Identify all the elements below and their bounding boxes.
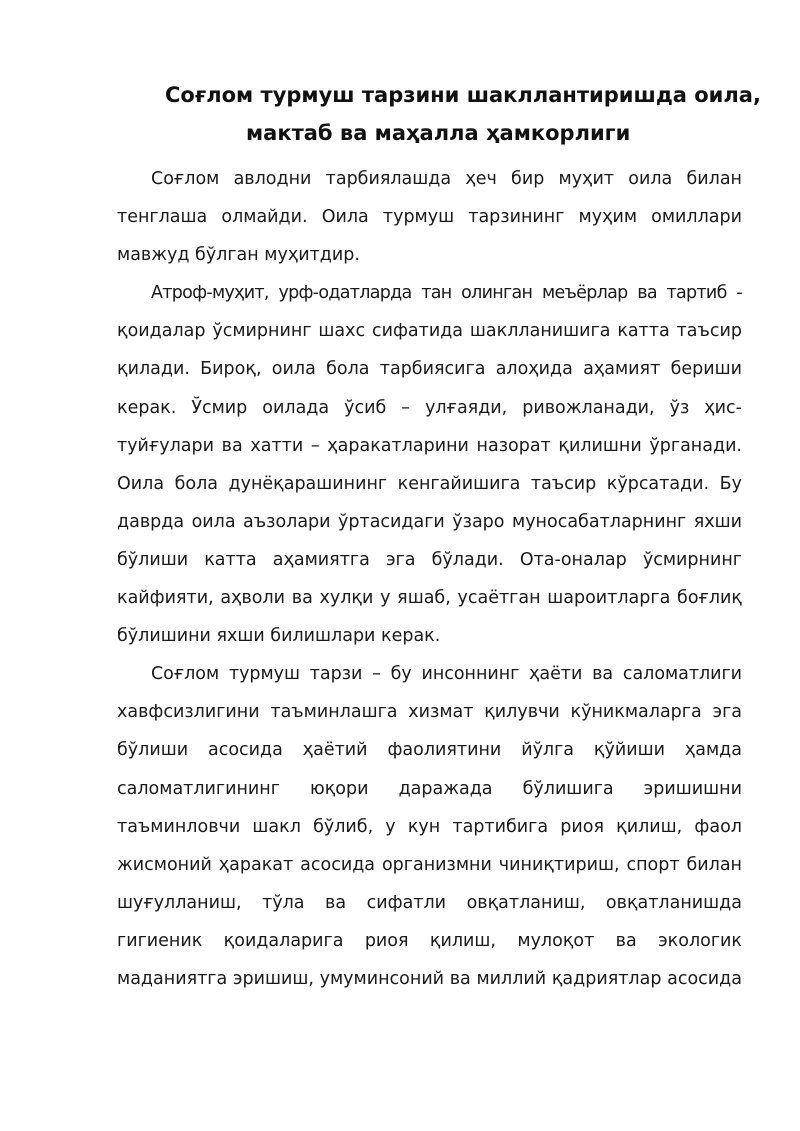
paragraph-line: керак. Ўсмир оилада ўсиб – улғаяди, ривожланади, ўз ҳис- [117, 397, 742, 418]
paragraph-line: бўлиши катта аҳамиятга эга бўлади. Ота-оналар ўсмирнинг [117, 549, 742, 570]
document-title-line-2: мактаб ва маҳалла ҳамкорлиги [246, 121, 631, 145]
paragraph-3 [117, 655, 742, 998]
paragraph-line: Оила бола дунёқарашининг кенгайишига таъсир кўрсатади. Бу [117, 473, 742, 494]
paragraph-line: даврда оила аъзолари ўртасидаги ўзаро муносабатларнинг яхши [117, 511, 742, 532]
paragraph-line: Атроф-муҳит, урф-одатларда тан олинган меъёрлар ва тартиб - [151, 283, 742, 304]
paragraph-line: гигиеник қоидаларига риоя қилиш, мулоқот ва экологик [117, 930, 742, 951]
paragraph-line: жисмоний ҳаракат асосида организмни чиниқтириш, спорт билан [117, 854, 742, 875]
paragraph-line: кайфияти, аҳволи ва хулқи у яшаб, усаётган шароитларга боғлиқ [117, 588, 742, 609]
paragraph-line: саломатлигининг юқори даражада бўлишига эришишни [117, 778, 742, 799]
document-body [117, 160, 742, 998]
paragraph-line: бўлиши асосида ҳаётий фаолиятини йўлга қўйиши ҳамда [117, 740, 742, 761]
paragraph-line: мавжуд бўлган муҳитдир. [117, 245, 360, 266]
document-title-line-1: Соғлом турмуш тарзини шакллантиришда оила, [165, 83, 761, 107]
paragraph-line: қоидалар ўсмирнинг шахс сифатида шаклланишига катта таъсир [117, 321, 742, 342]
paragraph-line: Соғлом авлодни тарбиялашда ҳеч бир муҳит оила билан [151, 169, 742, 189]
paragraph-line: Соғлом турмуш тарзи – бу инсоннинг ҳаёти ва саломатлиги [151, 664, 742, 685]
paragraph-line: маданиятга эришиш, умуминсоний ва миллий қадриятлар асосида [117, 968, 742, 989]
paragraph-line: хавфсизлигини таъминлашга хизмат қилувчи кўникмаларга эга [117, 702, 742, 723]
paragraph-2 [117, 274, 742, 655]
paragraph-line: таъминловчи шакл бўлиб, у кун тартибига риоя қилиш, фаол [117, 816, 742, 837]
paragraph-line: туйғулари ва хатти – ҳаракатларини назорат қилишни ўрганади. [117, 435, 742, 456]
paragraph-line: шуғулланиш, тўла ва сифатли овқатланиш, овқатланишда [117, 892, 742, 913]
paragraph-line: бўлишини яхши билишлари керак. [117, 626, 441, 647]
paragraph-line: қилади. Бироқ, оила бола тарбиясига алоҳида аҳамият бериши [117, 359, 742, 380]
paragraph-line: тенглаша олмайди. Оила турмуш тарзининг муҳим омиллари [117, 207, 742, 228]
paragraph-1 [117, 160, 742, 274]
